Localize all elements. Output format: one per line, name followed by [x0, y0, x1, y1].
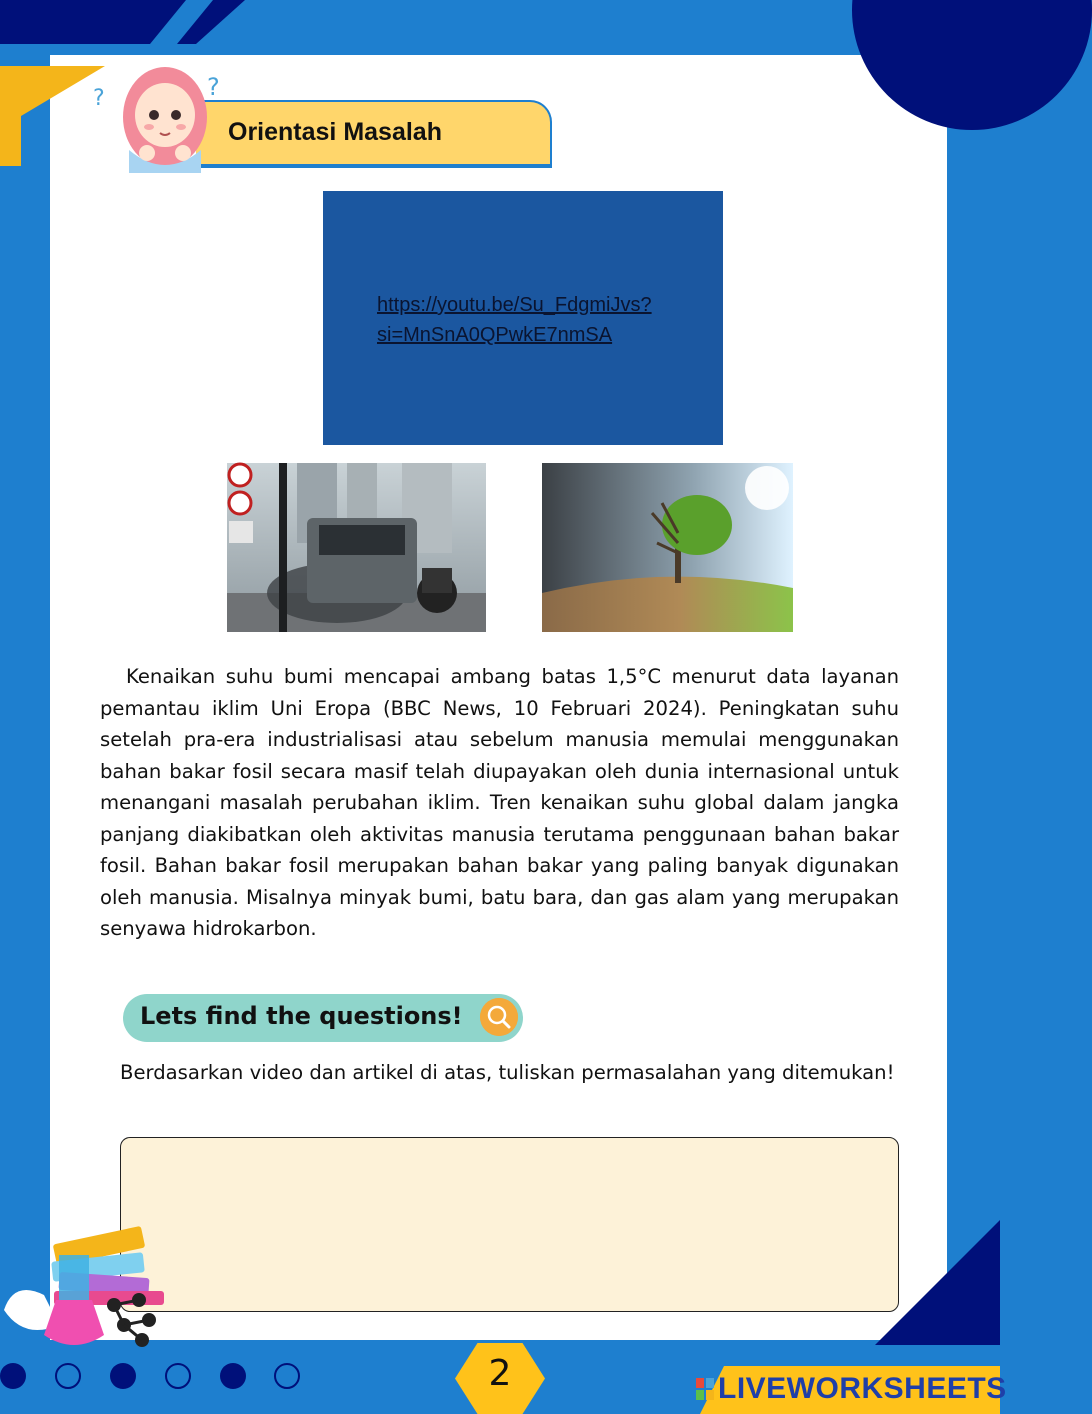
footer-dot [110, 1363, 136, 1389]
questions-heading: Lets find the questions! [140, 1002, 463, 1030]
answer-input[interactable] [120, 1137, 899, 1312]
hijab-girl-avatar-icon [93, 55, 220, 173]
video-link-line2[interactable]: si=MnSnA0QPwkE7nmSA [377, 324, 613, 346]
footer-dot [0, 1363, 26, 1389]
svg-text:?: ? [93, 86, 105, 111]
footer-dot [220, 1363, 246, 1389]
article-paragraph: Kenaikan suhu bumi mencapai ambang batas 1,5°C menurut data layanan pemantau iklim Uni Eropa (BBC News, 10 Februari 2024). Peningkatan suhu setelah pra-era industrialisasi atau sebelum manusia memulai menggunakan bahan bakar fosil secara masif telah diupayakan oleh dunia internasional untuk menangani masalah perubahan iklim. Tren kenaikan suhu global dalam jangka panjang diakibatkan oleh aktivitas manusia terutama penggunaan bahan bakar fosil. Bahan bakar fosil merupakan bahan bakar yang paling banyak digunakan oleh manusia. Misalnya minyak bumi, batu bara, dan gas alam yang merupakan senyawa hidrokarbon. [100, 665, 899, 940]
top-left-navy-stripe [0, 0, 245, 44]
instruction-text: Berdasarkan video dan artikel di atas, tuliskan permasalahan yang ditemukan! [120, 1061, 895, 1084]
footer-dot [55, 1363, 81, 1389]
brand-name[interactable]: LIVEWORKSHEETS [718, 1372, 1007, 1405]
svg-text:?: ? [207, 73, 220, 101]
climate-change-tree-photo [542, 463, 793, 632]
traffic-pollution-photo [227, 463, 486, 632]
video-link-line1[interactable]: https://youtu.be/Su_FdgmiJvs? [377, 294, 652, 316]
page-title: Orientasi Masalah [228, 118, 442, 146]
search-icon [480, 998, 518, 1036]
page-number: 2 [488, 1353, 512, 1394]
footer-dot [165, 1363, 191, 1389]
science-books-flask-icon [4, 1215, 174, 1355]
footer-dot [274, 1363, 300, 1389]
video-link[interactable] [377, 290, 677, 350]
liveworksheets-logo-icon [696, 1378, 714, 1400]
